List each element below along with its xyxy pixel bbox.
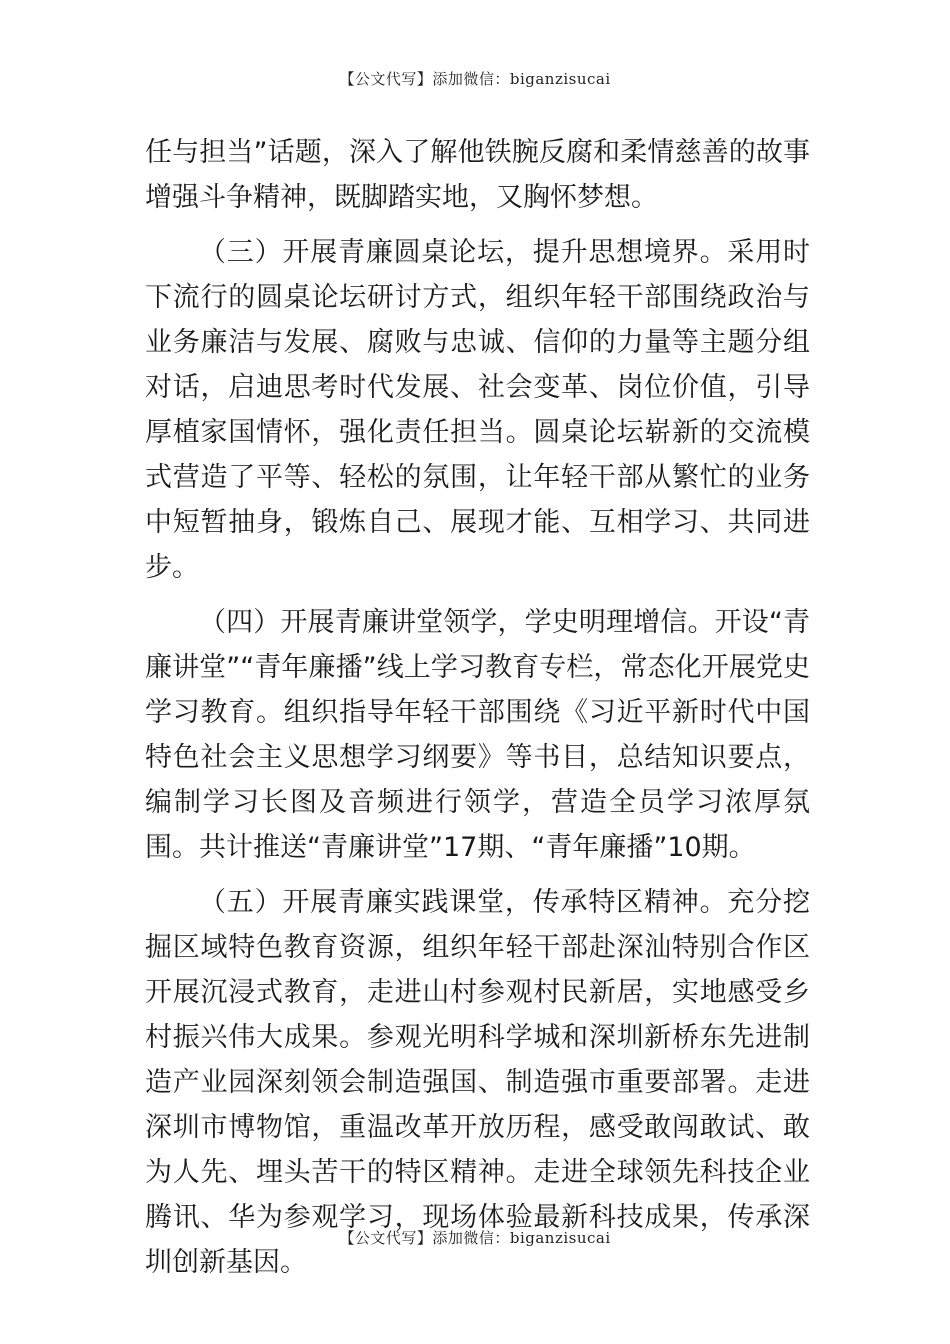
document-body — [145, 130, 810, 1285]
paragraph-section-5: （五）开展青廉实践课堂，传承特区精神。充分挖掘区域特色教育资源，组织年轻干部赴深汕特别合作区开展沉浸式教育，走进山村参观村民新居，实地感受乡村振兴伟大成果。参观光明科学城和深圳新桥东先进制造产业园深刻领会制造强国、制造强市重要部署。走进深圳市博物馆，重温改革开放历程，感受敢闯敢试、敢为人先、埋头苦干的特区精神。走进全球领先科技企业腾讯、华为参观学习，现场体验最新科技成果，传承深圳创新基因。 — [145, 887, 810, 1278]
paragraph-section-3: （三）开展青廉圆桌论坛，提升思想境界。采用时下流行的圆桌论坛研讨方式，组织年轻干部围绕政治与业务廉洁与发展、腐败与忠诚、信仰的力量等主题分组对话，启迪思考时代发展、社会变革、岗位价值，引导厚植家国情怀，强化责任担当。圆桌论坛崭新的交流模式营造了平等、轻松的氛围，让年轻干部从繁忙的业务中短暂抽身，锻炼自己、展现才能、互相学习、共同进步。 — [145, 237, 810, 583]
page-header: 【公文代写】添加微信：biganzisucai — [339, 70, 611, 88]
page-footer: 【公文代写】添加微信：biganzisucai — [339, 1229, 611, 1247]
paragraph-section-4: （四）开展青廉讲堂领学，学史明理增信。开设“青廉讲堂”“青年廉播”线上学习教育专栏，常态化开展党史学习教育。组织指导年轻干部围绕《习近平新时代中国特色社会主义思想学习纲要》等书目，总结知识要点，编制学习长图及音频进行领学，营造全员学习浓厚氛围。共计推送“青廉讲堂”17期、“青年廉播”10期。 — [145, 607, 810, 863]
paragraph-continuation: 任与担当”话题，深入了解他铁腕反腐和柔情慈善的故事增强斗争精神，既脚踏实地，又胸怀梦想。 — [145, 137, 810, 213]
